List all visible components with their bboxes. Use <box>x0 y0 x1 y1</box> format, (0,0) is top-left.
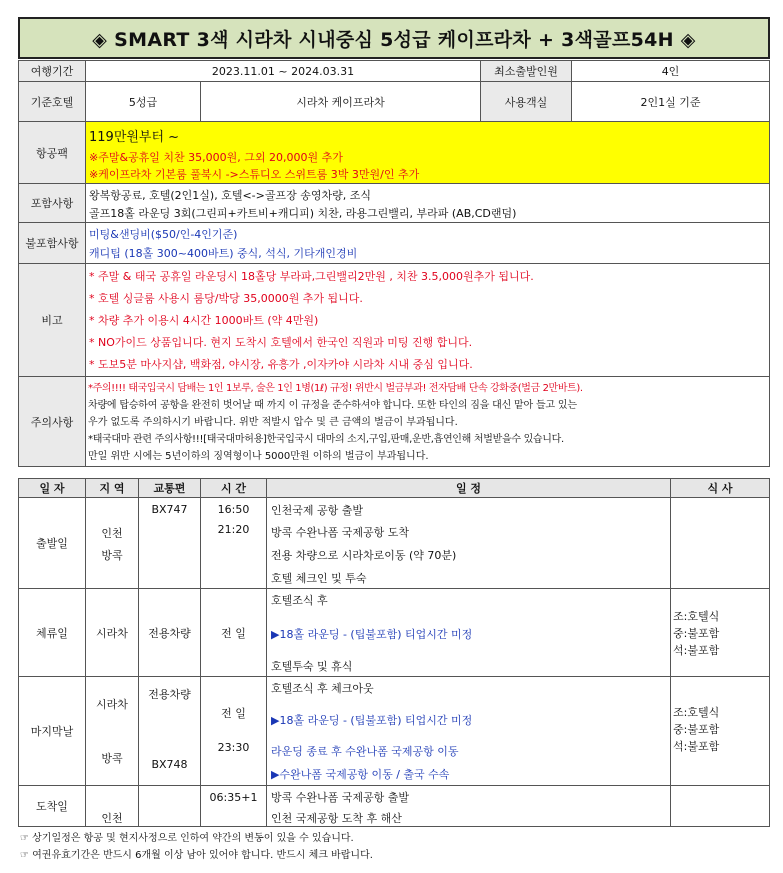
included-label: 포함사항 <box>18 183 86 223</box>
package-label: 항공팩 <box>18 121 86 184</box>
meal-item: 석:불포함 <box>673 740 720 753</box>
hotel-name: 시라차 케이프라차 <box>200 81 481 122</box>
day-label: 마지막날 <box>18 676 86 786</box>
day-time <box>200 497 267 589</box>
itinerary-item: 방콕 수완나폼 국제공항 출발 <box>271 791 410 804</box>
hotel-label: 기준호텔 <box>18 81 86 122</box>
transport-type: 전용차량 <box>138 588 201 677</box>
time-value: 06:35+1 <box>209 791 258 804</box>
region-name: 방콕 <box>101 549 123 562</box>
time-value: 전 일 <box>200 588 267 677</box>
remark-line: * 도보5분 마사지샵, 백화점, 야시장, 유흥가 ,이자카야 시라차 시내 중심 입니다. <box>89 358 473 371</box>
day-time <box>200 676 267 786</box>
day-meals <box>670 676 770 786</box>
excluded-box <box>85 222 770 264</box>
itinerary-item: 인천국제 공항 출발 <box>271 504 364 517</box>
included-box <box>85 183 770 223</box>
flight-number: BX747 <box>151 503 188 516</box>
transport-type: 전용차량 <box>148 688 191 701</box>
header-transport: 교통편 <box>138 478 201 498</box>
footnote: ☞ 상기일정은 항공 및 현지사정으로 인하여 약간의 변동이 있을 수 있습니다. <box>20 833 354 844</box>
day-transport <box>138 676 201 786</box>
excluded-line: 캐디팁 (18홀 300~400바트) 중식, 석식, 기타개인경비 <box>89 247 358 260</box>
header-day: 일 자 <box>18 478 86 498</box>
day-itinerary <box>266 588 671 677</box>
package-note: ※케이프라차 기본룸 풀북시 ->스튜디오 스위트룸 3박 3만원/인 추가 <box>89 168 420 181</box>
meal-item: 중:불포함 <box>673 723 720 736</box>
time-value: 21:20 <box>217 523 250 536</box>
period-value: 2023.11.01 ~ 2024.03.31 <box>85 60 481 82</box>
meal-item: 중:불포함 <box>673 627 720 640</box>
remarks-label: 비고 <box>18 263 86 377</box>
itinerary-item: ▶수완나폼 국제공항 이동 / 출국 수속 <box>271 768 450 781</box>
excluded-line: 미팅&샌딩비($50/인-4인기준) <box>89 228 238 241</box>
day-itinerary <box>266 676 671 786</box>
package-price: 119만원부터 ~ <box>89 130 180 145</box>
meal-item: 조:호텔식 <box>673 706 720 719</box>
day-transport <box>138 785 201 827</box>
included-line: 왕복항공료, 호텔(2인1실), 호텔<->골프장 송영차량, 조식 <box>89 189 371 202</box>
period-label: 여행기간 <box>18 60 86 82</box>
day-meals <box>670 785 770 827</box>
excluded-label: 불포함사항 <box>18 222 86 264</box>
remark-line: * 주말 & 태국 공휴일 라운딩시 18홀당 부라파,그린밸리2만원 , 치찬 3.5,000원추가 됩니다. <box>89 270 534 283</box>
region-name: 시라차 <box>96 698 128 711</box>
itinerary-item: 호텔 체크인 및 투숙 <box>271 572 367 585</box>
day-label: 출발일 <box>18 497 86 589</box>
caution-line: *주의!!!! 태국입국시 담배는 1인 1보루, 술은 1인 1병(1ℓ) 규정! 위반시 벌금부과! 전자담배 단속 강화중(벌금 2만바트). <box>88 383 583 394</box>
itinerary-item: 라운딩 종료 후 수완나폼 국제공항 이동 <box>271 745 459 758</box>
meal-item: 조:호텔식 <box>673 610 720 623</box>
day-label: 도착일 <box>18 785 86 827</box>
caution-label: 주의사항 <box>18 376 86 467</box>
itinerary-item: ▶18홀 라운딩 - (팁불포함) 티업시간 미정 <box>271 628 473 641</box>
package-note: ※주말&공휴일 치찬 35,000원, 그외 20,000원 추가 <box>89 151 343 164</box>
caution-line: 만일 위반 시에는 5년이하의 징역형이나 5000만원 이하의 벌금이 부과됩니다. <box>88 451 429 462</box>
header-time: 시 간 <box>200 478 267 498</box>
region-name: 시라차 <box>85 588 139 677</box>
day-time <box>200 785 267 827</box>
itinerary-item: 호텔조식 후 체크아웃 <box>271 682 374 695</box>
remarks-box <box>85 263 770 377</box>
itinerary-item: 인천 국제공항 도착 후 해산 <box>271 812 402 825</box>
day-itinerary <box>266 785 671 827</box>
remark-line: * NO가이드 상품입니다. 현지 도착시 호텔에서 한국인 직원과 미팅 진행 합니다. <box>89 336 473 349</box>
day-region <box>85 676 139 786</box>
min-people-value: 4인 <box>571 60 770 82</box>
time-value: 16:50 <box>217 503 250 516</box>
remark-line: * 호텔 싱글룸 사용시 룸당/박당 35,0000원 추가 됩니다. <box>89 292 363 305</box>
room-label: 사용객실 <box>480 81 572 122</box>
region-name: 인천 <box>101 812 123 825</box>
included-line: 골프18홀 라운딩 3회(그린피+카트비+캐디피) 치찬, 라용그린밸리, 부라파 (AB,CD랜덤) <box>89 207 517 220</box>
day-region <box>85 497 139 589</box>
header-itinerary: 일 정 <box>266 478 671 498</box>
remark-line: * 차량 추가 이용시 4시간 1000바트 (약 4만원) <box>89 314 319 327</box>
region-name: 인천 <box>101 527 123 540</box>
day-itinerary <box>266 497 671 589</box>
page-title: ◈ SMART 3색 시라차 시내중심 5성급 케이프라차 + 3색골프54H ◈ <box>18 17 770 59</box>
hotel-grade: 5성급 <box>85 81 201 122</box>
package-box <box>85 121 770 184</box>
itinerary-item: 호텔투숙 및 휴식 <box>271 660 353 673</box>
itinerary-item: 호텔조식 후 <box>271 594 328 607</box>
time-value: 전 일 <box>221 707 246 720</box>
caution-box <box>85 376 770 467</box>
meal-item: 석:불포함 <box>673 644 720 657</box>
flight-number: BX748 <box>151 758 188 771</box>
itinerary-item: 전용 차량으로 시라차로이동 (약 70분) <box>271 549 457 562</box>
caution-line: *태국대마 관련 주의사항!!![태국대마허용]한국입국시 대마의 소지,구입,판매,운반,흡연인해 처벌받을수 있습니다. <box>88 434 564 445</box>
time-value: 23:30 <box>217 741 250 754</box>
region-name: 방콕 <box>101 752 123 765</box>
header-meals: 식 사 <box>670 478 770 498</box>
caution-line: 우가 없도록 주의하시기 바랍니다. 위반 적발시 압수 및 큰 금액의 벌금이 부과됩니다. <box>88 417 458 428</box>
header-region: 지 역 <box>85 478 139 498</box>
itinerary-item: ▶18홀 라운딩 - (팁불포함) 티업시간 미정 <box>271 714 473 727</box>
caution-line: 차량에 탑승하여 공항을 완전히 벗어날 때 까지 이 규정을 준수하셔야 합니다. 또한 타인의 짐을 대신 맡아 들고 있는 <box>88 400 577 411</box>
day-meals <box>670 588 770 677</box>
footnote: ☞ 여권유효기간은 반드시 6개월 이상 남아 있어야 합니다. 반드시 체크 바랍니다. <box>20 850 373 861</box>
day-meals <box>670 497 770 589</box>
room-value: 2인1실 기준 <box>571 81 770 122</box>
day-region <box>85 785 139 827</box>
itinerary-item: 방콕 수완나폼 국제공항 도착 <box>271 526 410 539</box>
day-label: 체류일 <box>18 588 86 677</box>
day-transport <box>138 497 201 589</box>
min-people-label: 최소출발인원 <box>480 60 572 82</box>
